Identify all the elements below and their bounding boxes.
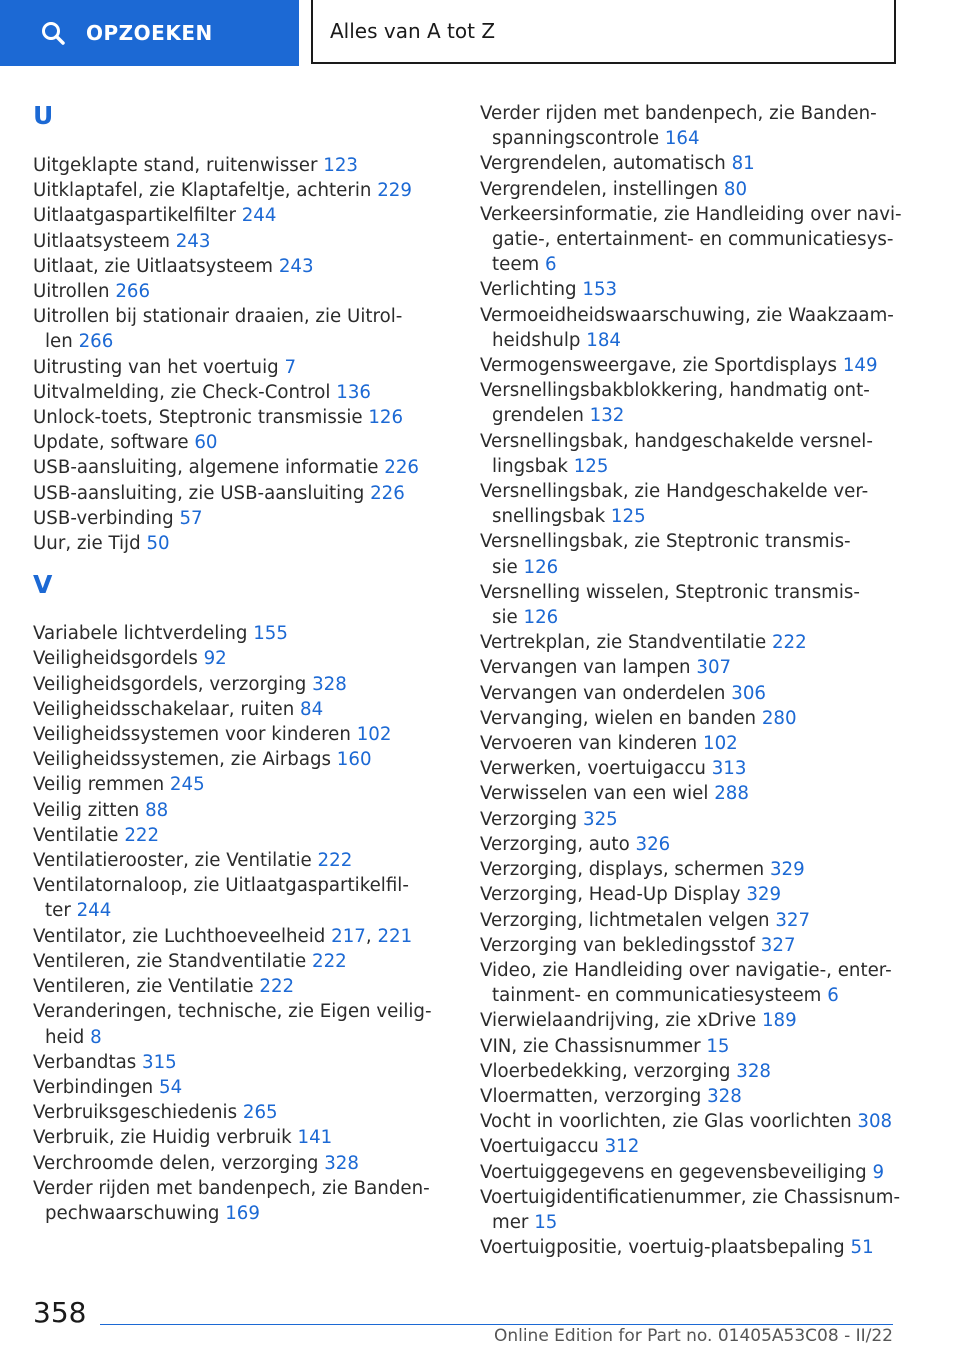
index-entry-text: heidshulp [492, 329, 581, 351]
search-icon [40, 20, 66, 46]
index-entry [480, 1160, 910, 1185]
index-entry-text: Vergrendelen, automatisch [480, 153, 726, 175]
index-entry [33, 481, 438, 506]
index-entry-text: Veilig remmen [33, 774, 165, 796]
section-title-box [311, 0, 896, 64]
index-entry [480, 681, 910, 706]
index-entry [33, 848, 438, 873]
page-reference-link[interactable]: 126 [523, 556, 559, 578]
index-entry-text: Vocht in voorlichten, zie Glas voorlichten [480, 1111, 852, 1133]
page-reference-link[interactable]: 126 [523, 607, 559, 629]
index-entry-text: Verwisselen van een wiel [480, 783, 709, 805]
page-reference-link[interactable]: 84 [300, 698, 324, 720]
page-reference-link[interactable]: 15 [706, 1035, 730, 1057]
index-entry [480, 353, 910, 378]
page-reference-link[interactable]: 280 [761, 707, 797, 729]
page-reference-link[interactable]: 54 [159, 1076, 183, 1098]
page-reference-link[interactable]: 244 [241, 205, 277, 227]
index-entry [33, 405, 438, 430]
index-entry-text: Verzorging [480, 808, 578, 830]
page-reference-link[interactable]: 132 [589, 405, 625, 427]
index-list-u [33, 153, 438, 556]
index-entry-text: heid [45, 1026, 85, 1048]
index-entry [33, 873, 438, 923]
index-entry [480, 731, 910, 756]
index-entry-text: mer [492, 1211, 529, 1233]
page-reference-link[interactable]: 327 [775, 909, 811, 931]
index-list-v-continued [480, 101, 910, 1260]
index-entry-text: Vloerbedekking, verzorging [480, 1060, 731, 1082]
index-entry [33, 949, 438, 974]
index-entry-text: Verzorging, auto [480, 833, 630, 855]
index-entry-text: Vervanging, wielen en banden [480, 707, 757, 729]
index-column-right [480, 101, 910, 1260]
index-entry-text: USB-verbinding [33, 507, 174, 529]
page-reference-link[interactable]: 222 [771, 632, 807, 654]
page-reference-link[interactable]: 50 [146, 533, 170, 555]
index-entry-text: Uitgeklapte stand, ruitenwisser [33, 155, 318, 176]
index-letter-heading: U [33, 101, 54, 130]
index-entry [480, 177, 910, 202]
page-reference-link[interactable]: 141 [297, 1127, 333, 1149]
index-entry-text: Verchroomde delen, verzorging [33, 1152, 319, 1174]
index-entry-text: Uitvalmelding, zie Check-Control [33, 381, 331, 403]
page-reference-link[interactable]: 92 [203, 648, 227, 670]
index-entry-text: Veiligheidsschakelaar, ruiten [33, 698, 295, 720]
index-entry [480, 151, 910, 176]
index-entry-text: Versnellingsbakblokkering, handmatig ont- [480, 380, 870, 402]
index-entry-text: Ventileren, zie Standventilatie [33, 950, 307, 972]
index-entry-text: Veranderingen, technische, zie Eigen veilig- [33, 1001, 432, 1023]
index-entry-text: Verwerken, voertuigaccu [480, 758, 706, 780]
page-reference-link[interactable]: 315 [142, 1051, 177, 1073]
index-entry [480, 479, 910, 529]
index-entry [33, 1151, 438, 1176]
index-entry-text: Ventileren, zie Ventilatie [33, 976, 254, 998]
index-entry-text: Verzorging, lichtmetalen velgen [480, 909, 770, 931]
index-entry [480, 277, 910, 302]
index-entry [33, 279, 438, 304]
index-entry-text: Verder rijden met bandenpech, zie Banden- [33, 1177, 430, 1199]
index-entry [33, 1176, 438, 1226]
top-bar [0, 0, 960, 66]
page-reference-link[interactable]: 102 [356, 724, 392, 746]
index-entry [33, 506, 438, 531]
index-entry [480, 1235, 910, 1260]
index-entry [480, 933, 910, 958]
index-entry-text: Variabele lichtverdeling [33, 623, 248, 645]
index-entry [33, 798, 438, 823]
index-entry [33, 178, 438, 203]
page-reference-link[interactable]: 226 [384, 457, 419, 479]
index-entry-text: tainment- en communicatiesysteem [492, 985, 822, 1007]
index-entry [33, 254, 438, 279]
index-entry [33, 999, 438, 1049]
page-reference-link[interactable]: 6 [827, 985, 839, 1007]
index-entry-text: Vervangen van lampen [480, 657, 691, 679]
index-entry-text: Voertuigpositie, voertuig-plaatsbepaling [480, 1237, 845, 1259]
index-entry [480, 908, 910, 933]
index-entry [33, 153, 438, 178]
page-reference-link[interactable]: 328 [736, 1060, 771, 1082]
page-reference-link[interactable]: 222 [312, 950, 347, 972]
index-entry [480, 706, 910, 731]
page-reference-link[interactable]: 327 [760, 934, 796, 956]
page-reference-link[interactable]: 88 [145, 799, 169, 821]
index-entry-text: sie [492, 556, 518, 578]
index-entry-text: Vergrendelen, instellingen [480, 178, 719, 200]
page-reference-link[interactable]: 328 [312, 673, 347, 695]
page-reference-link[interactable]: 164 [664, 128, 700, 150]
page-reference-link[interactable]: 149 [842, 355, 878, 377]
index-entry-text: Ventilatie [33, 824, 119, 846]
index-entry [480, 202, 910, 278]
index-entry [33, 772, 438, 797]
index-entry-text: Verkeersinformatie, zie Handleiding over navi- [480, 203, 902, 225]
index-entry-text: spanningscontrole [492, 128, 660, 150]
index-entry-text: Veiligheidssystemen voor kinderen [33, 724, 351, 746]
page-reference-link[interactable]: 9 [872, 1161, 885, 1183]
index-entry [480, 807, 910, 832]
page-reference-link[interactable]: 51 [850, 1237, 874, 1259]
index-entry [33, 672, 438, 697]
index-entry-text: Voertuigidentificatienummer, zie Chassisnum- [480, 1186, 901, 1208]
index-entry-text: Ventilatierooster, zie Ventilatie [33, 850, 312, 872]
index-entry [33, 380, 438, 405]
index-entry-text: Voertuigaccu [480, 1136, 599, 1158]
page-reference-link[interactable]: 308 [857, 1111, 893, 1133]
index-entry-text: Verbruik, zie Huidig verbruik [33, 1127, 292, 1149]
index-entry-text: gatie-, entertainment- en communicatiesys- [492, 229, 894, 251]
page-reference-link[interactable]: 155 [253, 623, 288, 645]
index-entry-text: Voertuiggegevens en gegevensbeveiliging [480, 1161, 867, 1183]
index-entry-text: Versnellingsbak, zie Steptronic transmis- [480, 531, 851, 553]
index-entry [33, 203, 438, 228]
index-entry [33, 646, 438, 671]
index-entry [480, 832, 910, 857]
index-entry [480, 580, 910, 630]
page-number: 358 [33, 1296, 87, 1329]
edition-info: Online Edition for Part no. 01405A53C08 - II/22 [493, 1326, 893, 1346]
index-entry-text: Verzorging, Head-Up Display [480, 884, 741, 906]
index-entry [480, 958, 910, 1008]
search-label: OPZOEKEN [86, 21, 213, 45]
page-reference-link[interactable]: 329 [746, 884, 782, 906]
index-entry-text: Uitlaat, zie Uitlaatsysteem [33, 255, 274, 277]
page-reference-link[interactable]: 243 [175, 230, 211, 252]
index-entry-text: USB-aansluiting, zie USB-aansluiting [33, 482, 365, 504]
index-entry-text: Veiligheidssystemen, zie Airbags [33, 749, 331, 771]
index-entry [480, 378, 910, 428]
index-entry [480, 1008, 910, 1033]
index-entry [33, 455, 438, 480]
page-reference-link[interactable]: 265 [242, 1102, 278, 1124]
index-entry: Ventilator, zie Luchthoeveelheid 217, 221 [33, 925, 413, 947]
page-reference-link[interactable]: 328 [707, 1085, 742, 1107]
index-entry-text: Verder rijden met bandenpech, zie Banden- [480, 103, 877, 124]
index-entry-text: Unlock-toets, Steptronic transmissie [33, 407, 363, 429]
index-entry-text: Veilig zitten [33, 799, 140, 821]
index-entry [33, 304, 438, 354]
index-entry-text: pechwaarschuwing [45, 1202, 220, 1224]
index-entry [480, 101, 910, 151]
page-reference-link[interactable]: 245 [169, 774, 205, 796]
index-entry [33, 229, 438, 254]
index-entry-text: Uitrollen bij stationair draaien, zie Uitrol- [33, 306, 403, 328]
page-reference-link[interactable]: 312 [604, 1136, 640, 1158]
index-entry-text: Video, zie Handleiding over navigatie-, enter- [480, 959, 892, 981]
page-reference-link[interactable]: 221 [377, 925, 413, 947]
index-entry-text: Uitklaptafel, zie Klaptafeltje, achterin [33, 180, 372, 202]
page-reference-link[interactable]: 6 [545, 254, 557, 276]
index-entry [480, 655, 910, 680]
page-reference-link[interactable]: 184 [586, 329, 621, 351]
index-entry [33, 1050, 438, 1075]
index-entry-text: sie [492, 607, 518, 629]
page-reference-link[interactable]: 329 [769, 859, 805, 881]
search-button[interactable] [0, 0, 299, 66]
index-entry-text: Verbruiksgeschiedenis [33, 1102, 238, 1124]
page-reference-link[interactable]: 57 [179, 507, 203, 529]
page-reference-link[interactable]: 125 [573, 455, 609, 477]
index-entry-text: Ventilator, zie Luchthoeveelheid [33, 925, 326, 947]
index-entry-text: Uitlaatgaspartikelfilter [33, 205, 236, 227]
index-entry [33, 823, 438, 848]
page-reference-link[interactable]: 244 [76, 900, 112, 922]
index-entry [33, 1125, 438, 1150]
page-reference-link[interactable]: 8 [90, 1026, 102, 1048]
index-entry-text: Ventilatornaloop, zie Uitlaatgaspartikelfil- [33, 875, 409, 897]
index-entry-text: Vermoeidheidswaarschuwing, zie Waakzaam- [480, 304, 894, 326]
index-entry-text: Vertrekplan, zie Standventilatie [480, 632, 767, 654]
page-reference-link[interactable]: 326 [635, 833, 671, 855]
index-entry [480, 882, 910, 907]
footer-divider [100, 1324, 893, 1325]
index-entry [33, 621, 438, 646]
index-entry-text: Versnellingsbak, handgeschakelde versnel- [480, 430, 873, 452]
page-reference-link[interactable]: 7 [284, 356, 297, 378]
page-reference-link[interactable]: 123 [323, 155, 358, 176]
index-entry [33, 531, 438, 556]
index-entry [480, 1185, 910, 1235]
index-entry-text: Uitrusting van het voertuig [33, 356, 279, 378]
page-reference-link[interactable]: 266 [115, 281, 151, 303]
index-entry [33, 747, 438, 772]
page-reference-link[interactable]: 15 [534, 1211, 558, 1233]
page-reference-link[interactable]: 153 [582, 279, 618, 301]
index-entry-text: Verzorging, displays, schermen [480, 859, 765, 881]
index-entry [480, 1034, 910, 1059]
index-entry-text: grendelen [492, 405, 584, 427]
page-reference-link[interactable]: 325 [583, 808, 618, 830]
index-entry-text: Veiligheidsgordels [33, 648, 198, 670]
section-title: Alles van A tot Z [330, 19, 496, 43]
index-entry-text: teem [492, 254, 540, 276]
page-reference-link[interactable]: 306 [731, 682, 766, 704]
page-reference-link[interactable]: 288 [714, 783, 749, 805]
index-entry [33, 355, 438, 380]
index-entry-text: Uitrollen [33, 281, 110, 303]
page-reference-link[interactable]: 313 [711, 758, 747, 780]
page-reference-link[interactable]: 328 [324, 1152, 359, 1174]
index-entry [480, 429, 910, 479]
index-entry [33, 430, 438, 455]
page-reference-link[interactable]: 136 [336, 381, 371, 403]
page-reference-link[interactable]: 169 [225, 1202, 260, 1224]
page-reference-link[interactable]: 81 [731, 153, 755, 175]
index-entry-text: lingsbak [492, 455, 568, 477]
index-entry-text: Veiligheidsgordels, verzorging [33, 673, 307, 695]
page-reference-link[interactable]: 222 [124, 824, 160, 846]
page-reference-link[interactable]: 229 [377, 180, 412, 202]
index-entry [33, 1100, 438, 1125]
index-entry-text: Verlichting [480, 279, 577, 301]
page-reference-link[interactable]: 189 [761, 1010, 797, 1032]
page-reference-link[interactable]: 226 [370, 482, 405, 504]
index-entry [33, 697, 438, 722]
page-reference-link[interactable]: 60 [194, 432, 218, 454]
index-entry [33, 974, 438, 999]
index-letter-heading: V [33, 570, 53, 600]
index-entry [480, 1059, 910, 1084]
index-entry [480, 1109, 910, 1134]
index-entry [480, 1084, 910, 1109]
index-entry [480, 756, 910, 781]
index-column-left [33, 98, 438, 1226]
index-entry-text: Versnelling wisselen, Steptronic transmis- [480, 581, 860, 603]
index-entry-text: Verbandtas [33, 1051, 137, 1073]
page-reference-link[interactable]: 217 [331, 925, 366, 947]
index-entry [480, 857, 910, 882]
index-entry [480, 630, 910, 655]
page-reference-link[interactable]: 160 [336, 749, 372, 771]
index-entry [480, 529, 910, 579]
index-entry-text: ter [45, 900, 71, 922]
index-entry-text: Uitlaatsysteem [33, 230, 170, 252]
index-entry-text: Vermogensweergave, zie Sportdisplays [480, 355, 838, 377]
index-entry [480, 303, 910, 353]
index-entry-text: Verzorging van bekledingsstof [480, 934, 755, 956]
page-reference-link[interactable]: 222 [259, 976, 295, 998]
index-entry [480, 1134, 910, 1159]
index-entry-text: Vervangen van onderdelen [480, 682, 726, 704]
index-entry-text: len [45, 331, 73, 353]
index-list-v [33, 621, 438, 1226]
index-entry [33, 722, 438, 747]
index-entry [480, 781, 910, 806]
page-reference-link[interactable]: 125 [610, 506, 646, 528]
index-entry-text: Vierwielaandrijving, zie xDrive [480, 1010, 757, 1032]
index-entry-text: Verbindingen [33, 1076, 154, 1098]
page-reference-link[interactable]: 222 [317, 850, 353, 872]
index-entry-text: Vloermatten, verzorging [480, 1085, 702, 1107]
index-entry [33, 1075, 438, 1100]
page-reference-link[interactable]: 243 [278, 255, 314, 277]
page-reference-link[interactable]: 80 [723, 178, 748, 200]
index-entry-text: VIN, zie Chassisnummer [480, 1035, 701, 1057]
index-entry-text: USB-aansluiting, algemene informatie [33, 457, 379, 479]
index-entry-text: Update, software [33, 432, 189, 454]
index-entry-text: Versnellingsbak, zie Handgeschakelde ver- [480, 481, 869, 503]
index-entry-text: snellingsbak [492, 506, 606, 528]
index-entry-text: Vervoeren van kinderen [480, 733, 698, 755]
page-reference-link[interactable]: 126 [368, 407, 404, 429]
page-reference-link[interactable]: 307 [696, 657, 732, 679]
page-reference-link[interactable]: 266 [78, 331, 114, 353]
page-reference-link[interactable]: 102 [703, 733, 738, 755]
index-entry-text: Uur, zie Tijd [33, 533, 141, 555]
